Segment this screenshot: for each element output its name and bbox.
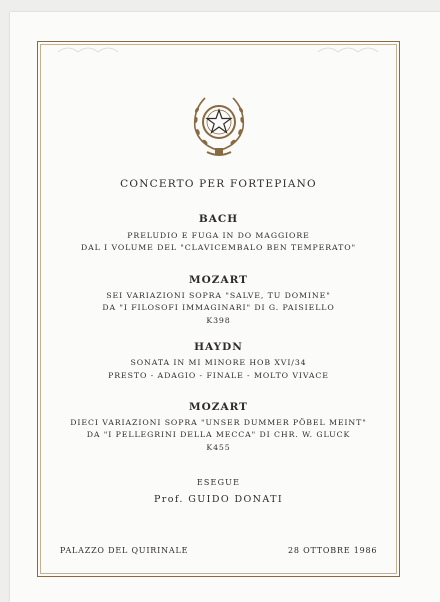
composer-haydn: HAYDN (194, 341, 243, 353)
italian-republic-emblem-icon (187, 88, 251, 160)
piece-line: DAL I VOLUME DEL "CLAVICEMBALO BEN TEMPERATO" (80, 243, 357, 252)
concert-date: 28 OTTOBRE 1986 (288, 546, 378, 555)
piece-line: SEI VARIAZIONI SOPRA "SALVE, TU DOMINE" (106, 291, 331, 300)
venue: PALAZZO DEL QUIRINALE (60, 546, 189, 555)
piece-line: DA "I PELLEGRINI DELLA MECCA" DI CHR. W. GLUCK (86, 430, 351, 439)
composer-mozart: MOZART (189, 274, 248, 286)
movements-line: PRESTO - ADAGIO - FINALE - MOLTO VIVACE (108, 371, 329, 380)
performer-label: ESEGUE (196, 478, 241, 487)
piece-line: SONATA IN MI MINORE HOB XVI/34 (130, 358, 307, 367)
piece-line: DIECI VARIAZIONI SOPRA "UNSER DUMMER PÖBEL MEINT" (70, 418, 367, 427)
piece-line: PRELUDIO E FUGA IN DO MAGGIORE (127, 231, 310, 240)
catalog-number: K398 (206, 316, 231, 325)
composer-bach: BACH (198, 213, 239, 225)
composer-mozart: MOZART (189, 401, 248, 413)
performer-name: Prof. GUIDO DONATI (154, 494, 283, 505)
concert-title: CONCERTO PER FORTEPIANO (120, 178, 317, 190)
embossed-border-pattern (38, 42, 398, 56)
catalog-number: K455 (206, 443, 231, 452)
piece-line: DA "I FILOSOFI IMMAGINARI" DI G. PAISIELLO (102, 303, 335, 312)
